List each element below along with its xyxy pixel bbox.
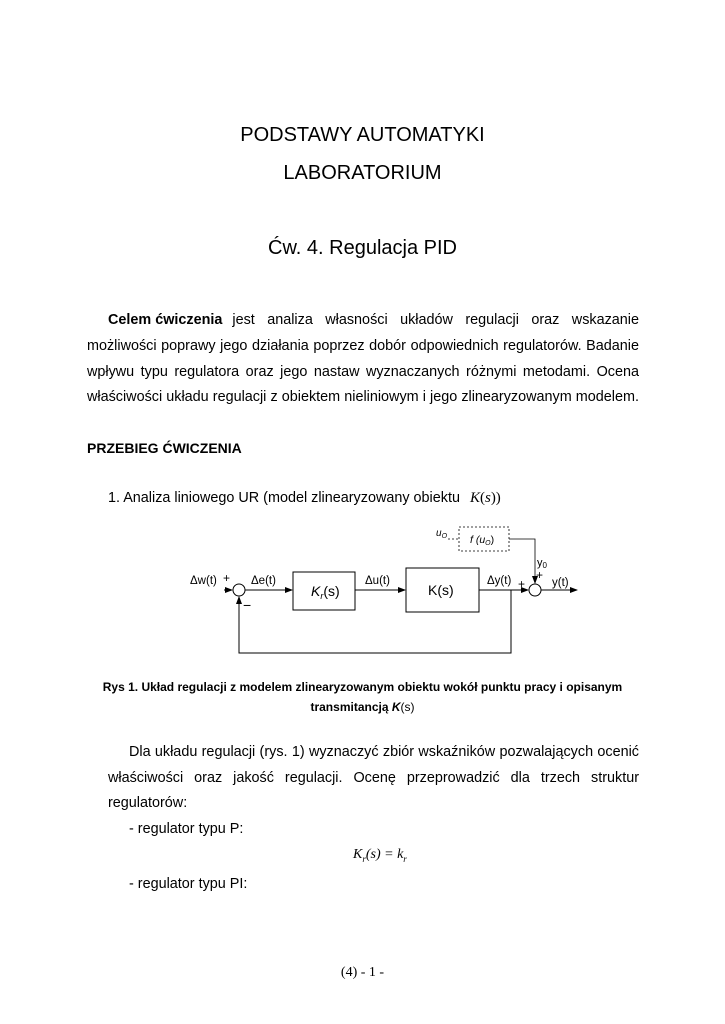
body-line-1: Dla układu regulacji (rys. 1) wyznaczyć zbiór wskaźników pozwalających ocenić — [129, 744, 639, 760]
section-heading: PRZEBIEG ĆWICZENIA — [87, 440, 242, 456]
block-diagram — [180, 520, 590, 670]
item-1-text: 1. Analiza liniowego UR (model zlinearyzowany obiektu — [108, 490, 460, 506]
intro-line-2: możliwości poprawy jego działania poprzez dobór odpowiednich regulatorów. Badanie — [87, 338, 639, 354]
plant-label: K(s) — [428, 582, 454, 598]
item-1-math-k: K — [469, 490, 480, 506]
intro-text-1: jest analiza własności układów regulacji oraz wskazanie — [232, 312, 639, 328]
document-subtitle: LABORATORIUM — [283, 162, 442, 184]
y-label: y(t) — [552, 577, 569, 589]
y0-label: y0 — [537, 557, 547, 570]
body-line-3: regulatorów: — [108, 795, 188, 811]
plus-sign-3: + — [536, 568, 544, 582]
item-1: 1. Analiza liniowego UR (model zlinearyzowany obiektu K(s)) — [108, 490, 501, 506]
regulator-pi-label: - regulator typu PI: — [129, 876, 248, 892]
summing-junction-2 — [529, 584, 541, 596]
u0-label: $u_O$ — [436, 528, 448, 540]
item-1-math-s: s — [484, 490, 491, 506]
dw-label: Δw(t) — [190, 575, 217, 587]
de-label: Δe(t) — [251, 575, 276, 587]
page-number: (4) - 1 - — [340, 965, 385, 980]
figure-caption-line-2: transmitancją K(s) — [310, 700, 415, 714]
regulator-p-label: - regulator typu P: — [129, 821, 244, 837]
exercise-title: Ćw. 4. Regulacja PID — [268, 237, 457, 259]
minus-sign-1: − — [243, 597, 252, 613]
body-line-2: właściwości oraz jakość regulacji. Ocenę przeprowadzić dla trzech struktur — [108, 770, 639, 786]
summing-junction-1 — [233, 584, 245, 596]
intro-line-3: wpływu typu regulatora oraz jego nastaw wyznaczanych różnymi metodami. Ocena — [87, 364, 639, 380]
intro-lead: Celem ćwiczenia — [108, 312, 223, 328]
plus-sign-2: + — [518, 577, 526, 591]
nonlinear-label: f (uO) — [470, 534, 495, 547]
du-label: Δu(t) — [365, 575, 390, 587]
document-title: PODSTAWY AUTOMATYKI — [240, 124, 485, 146]
equation-p: $K_r(s) = k_r$ — [353, 847, 407, 864]
dy-label: Δy(t) — [487, 575, 512, 587]
regulator-label: $K_r(s)$ — [311, 583, 340, 601]
plus-sign-1: + — [223, 571, 231, 585]
intro-line-4: właściwości układu regulacji z obiektem nieliniowym i jego zlinearyzowanym modelem. — [87, 389, 639, 405]
figure-caption-line-1: Rys 1. Układ regulacji z modelem zlinearyzowanym obiektu wokół punktu pracy i opisanym — [102, 680, 623, 694]
intro-line-1 — [108, 312, 639, 328]
